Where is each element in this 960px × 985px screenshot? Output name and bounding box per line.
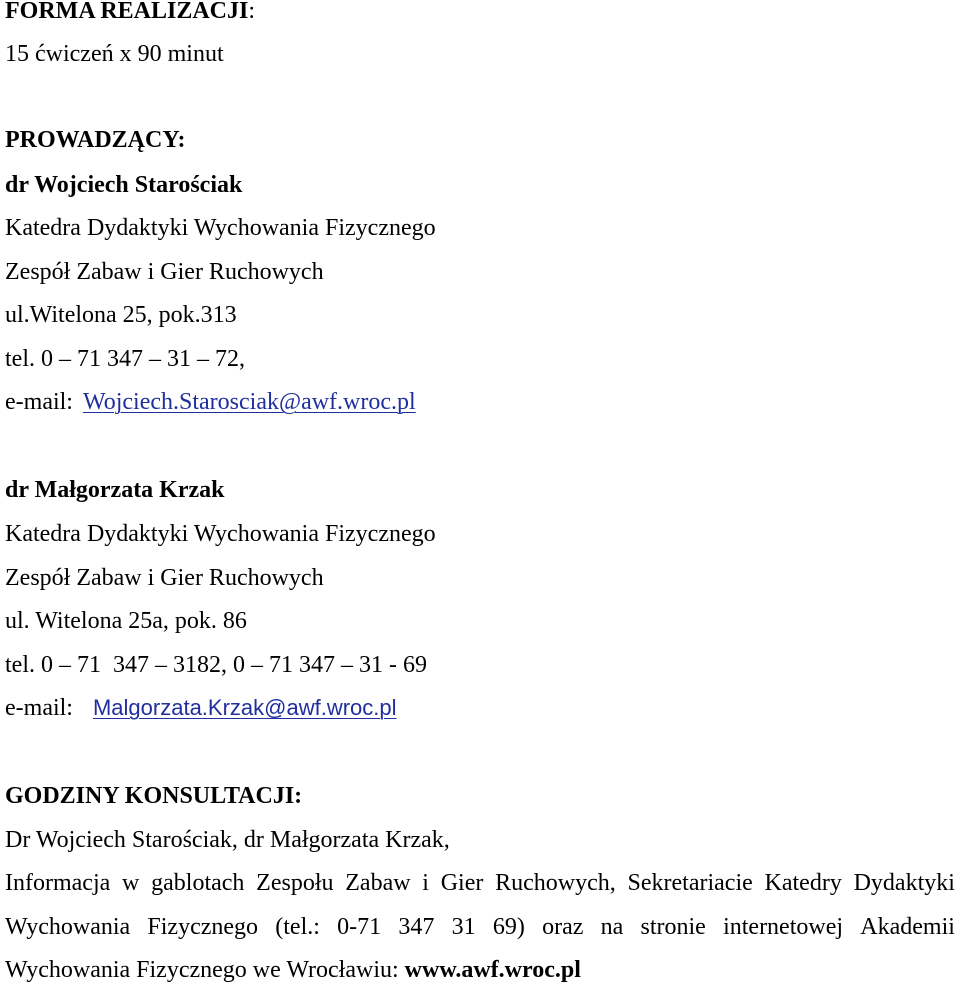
person-2-email-line [5,693,397,723]
info-word: Zabaw [345,870,411,896]
konsultacje-info-line-2 [5,912,955,942]
konsultacje-info-line-3-text: Wychowania Fizycznego we Wrocławiu: [5,957,405,983]
person-1-unit: Zespół Zabaw i Gier Ruchowych [5,259,324,285]
person-2-email-label: e-mail: [5,695,73,721]
person-2-email-link[interactable]: Malgorzata.Krzak@awf.wroc.pl [92,695,397,720]
konsultacje-info-line-1 [5,868,955,898]
info-word: Informacja [5,870,111,896]
info-word: na [600,914,624,940]
info-word: Sekretariacie [627,870,753,896]
info-word: 31 [451,914,476,940]
info-word: stronie [640,914,706,940]
forma-heading-line [5,0,255,26]
info-word: Ruchowych, [495,870,616,896]
info-word: Akademii [860,914,955,940]
info-word: oraz [542,914,584,940]
info-word: internetowej [723,914,844,940]
info-word: i [422,870,429,896]
info-word: 0-71 [337,914,382,940]
info-word: w [122,870,140,896]
info-word: 347 [398,914,435,940]
forma-heading-colon: : [248,0,256,24]
person-2-address: ul. Witelona 25a, pok. 86 [5,608,247,634]
person-1-name: dr Wojciech Starościak [5,172,243,198]
info-word: Wychowania [5,914,131,940]
info-word: 69) [492,914,525,940]
prowadzacy-heading: PROWADZĄCY: [5,127,186,153]
info-word: Dydaktyki [853,870,955,896]
konsultacje-heading: GODZINY KONSULTACJI: [5,783,303,809]
info-word: Fizycznego [147,914,259,940]
person-2-phone: tel. 0 – 71 347 – 3182, 0 – 71 347 – 31 - 69 [5,652,427,678]
person-1-email-link[interactable]: Wojciech.Starosciak@awf.wroc.pl [82,389,416,415]
info-word: gablotach [151,870,245,896]
info-word: (tel.: [275,914,320,940]
info-word: Gier [440,870,484,896]
person-1-email-line [5,387,416,417]
akademia-website-link[interactable]: www.awf.wroc.pl [404,957,581,983]
konsultacje-names: Dr Wojciech Starościak, dr Małgorzata Krzak, [5,827,450,853]
person-2-department: Katedra Dydaktyki Wychowania Fizycznego [5,521,436,547]
person-1-email-label: e-mail: [5,389,73,415]
person-1-phone: tel. 0 – 71 347 – 31 – 72, [5,346,245,372]
person-2-unit: Zespół Zabaw i Gier Ruchowych [5,565,324,591]
info-word: Katedry [764,870,842,896]
forma-value: 15 ćwiczeń x 90 minut [5,41,224,67]
person-2-name: dr Małgorzata Krzak [5,477,225,503]
info-word: Zespołu [256,870,334,896]
person-1-address: ul.Witelona 25, pok.313 [5,302,237,328]
forma-heading: FORMA REALIZACJI [5,0,249,24]
person-1-department: Katedra Dydaktyki Wychowania Fizycznego [5,215,436,241]
konsultacje-info-line-3 [5,955,581,985]
